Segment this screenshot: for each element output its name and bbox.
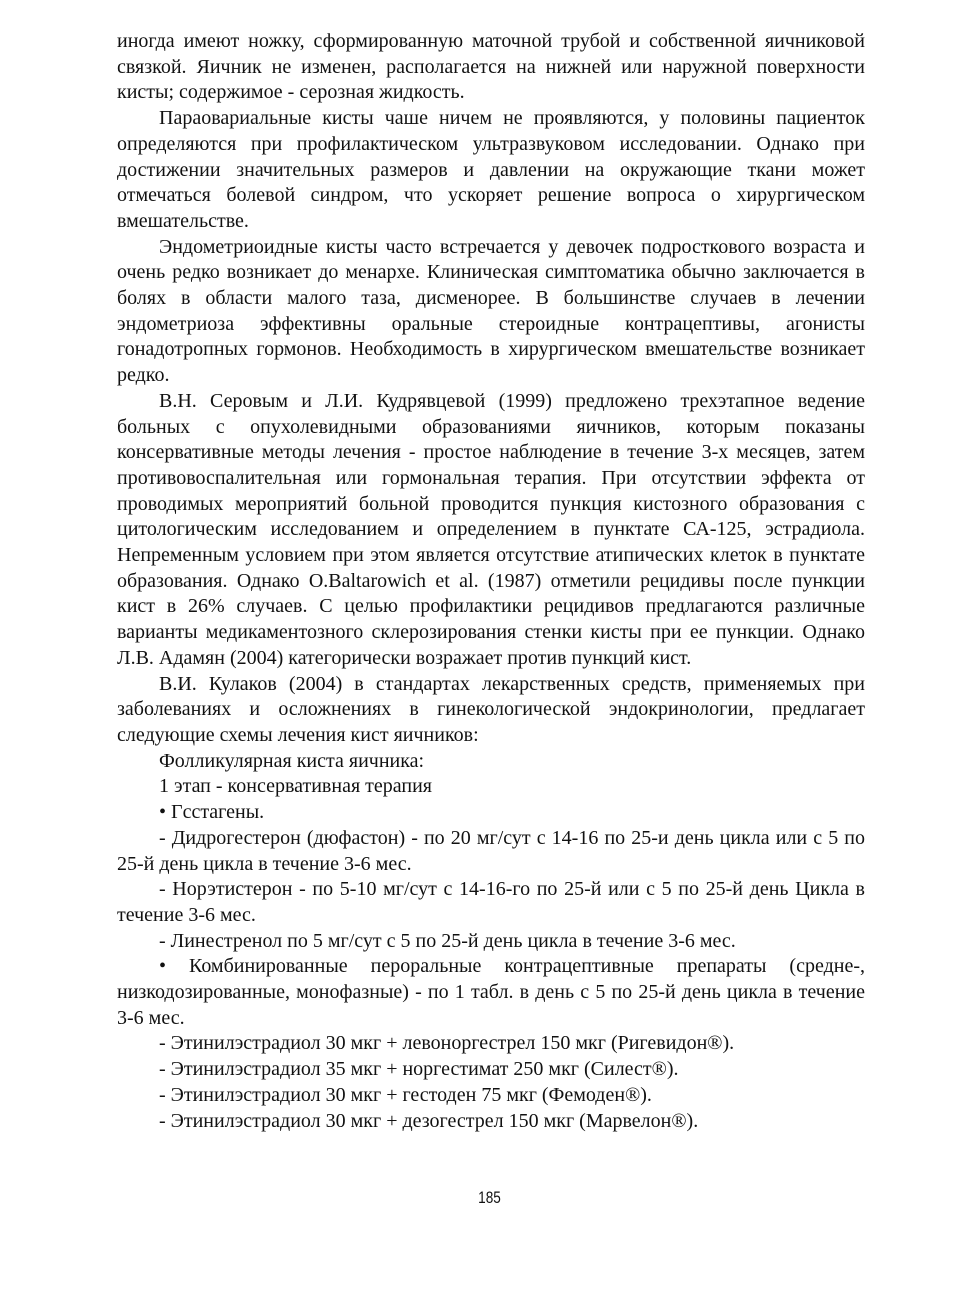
- paragraph-endometrioid-cysts: Эндометриоидные кисты часто встречается у девочек подросткового возраста и очень редко возникает до менархе. Клиническая симптоматика обычно заключается в болях в области малого таза, дисменорее. В большинстве случаев в лечении эндометриоза эффективны оральные стероидные контрацептивы, агонисты гонадотропных гормонов. Необходимость в хирургическом вмешательстве возникает редко.: [117, 235, 865, 387]
- heading-follicular-cyst: Фолликулярная киста яичника:: [159, 749, 425, 772]
- list-item-dydrogesterone: - Дидрогестерон (дюфастон) - по 20 мг/сут с 14-16 по 25-и день цикла или с 5 по 25-й день цикла в течение 3-6 мес.: [117, 826, 865, 875]
- page-body: [117, 29, 865, 1134]
- paragraph-paraovarian-cysts: Параовариальные кисты чаше ничем не проявляются, у половины пациенток определяются при профилактическом ультразвуковом исследовании. Однако при достижении значительных размеров и давлении на окружающие ткани может отмечаться болевой синдром, что ускоряет решение вопроса о хирургическом вмешательстве.: [117, 107, 865, 232]
- list-item-lynestrenol: - Линестренол по 5 мг/сут с 5 по 25-й день цикла в течение 3-6 мес.: [159, 929, 736, 952]
- page-number: 185: [478, 1188, 501, 1207]
- paragraph-continuation: иногда имеют ножку, сформированную маточной трубой и собственной яичниковой связкой. Яичник не изменен, располагается на нижней или наружной поверхности кисты; содержимое - серозная жидкость.: [117, 30, 865, 104]
- list-item-femoden: - Этинилэстрадиол 30 мкг + гестоден 75 мкг (Фемоден®).: [159, 1083, 652, 1106]
- list-item-marvelon: - Этинилэстрадиол 30 мкг + дезогестрел 150 мкг (Марвелон®).: [159, 1109, 699, 1132]
- stage-1-line: 1 этап - консервативная терапия: [159, 775, 432, 798]
- list-item-silest: - Этинилэстрадиол 35 мкг + норгестимат 250 мкг (Силест®).: [159, 1058, 679, 1081]
- paragraph-serov-kudryavtseva: В.Н. Серовым и Л.И. Кудрявцевой (1999) предложено трехэтапное ведение больных с опухолевидными образованиями яичников, которым показаны консервативные методы лечения - простое наблюдение в течение 3-х месяцев, затем противовоспалительная или гормональная терапия. При отсутствии эффекта от проводимых мероприятий больной проводится пункция кистозного образования с цитологическим исследованием и определением в пунктате СА-125, эстрадиола. Непременным условием при этом является отсутствие атипических клеток в пунктате образования. Однако O.Baltarowich et al. (1987) отметили рецидивы после пункции кист в 26% случаев. С целью профилактики рецидивов предлагаются различные варианты медикаментозного склерозирования стенки кисты при ее пункции. Однако Л.В. Адамян (2004) категорически возражает против пункций кист.: [117, 389, 865, 669]
- list-item-rigevidon: - Этинилэстрадиол 30 мкг + левоноргестрел 150 мкг (Ригевидон®).: [159, 1032, 735, 1055]
- list-item-norethisterone: - Норэтистерон - по 5-10 мг/сут с 14-16-го по 25-й или с 5 по 25-й день Цикла в течение 3-6 мес.: [117, 878, 865, 926]
- list-item-combined-oc: • Комбинированные пероральные контрацептивные препараты (средне-, низкодозированные, монофазные) - по 1 табл. в день с 5 по 25-й день цикла в течение 3-6 мес.: [117, 955, 865, 1029]
- paragraph-kulakov: В.И. Кулаков (2004) в стандартах лекарственных средств, применяемых при заболеваниях и осложнениях в гинекологической эндокринологии, предлагает следующие схемы лечения кист яичников:: [117, 672, 865, 746]
- list-item-gestagens: • Гсстагены.: [159, 801, 265, 824]
